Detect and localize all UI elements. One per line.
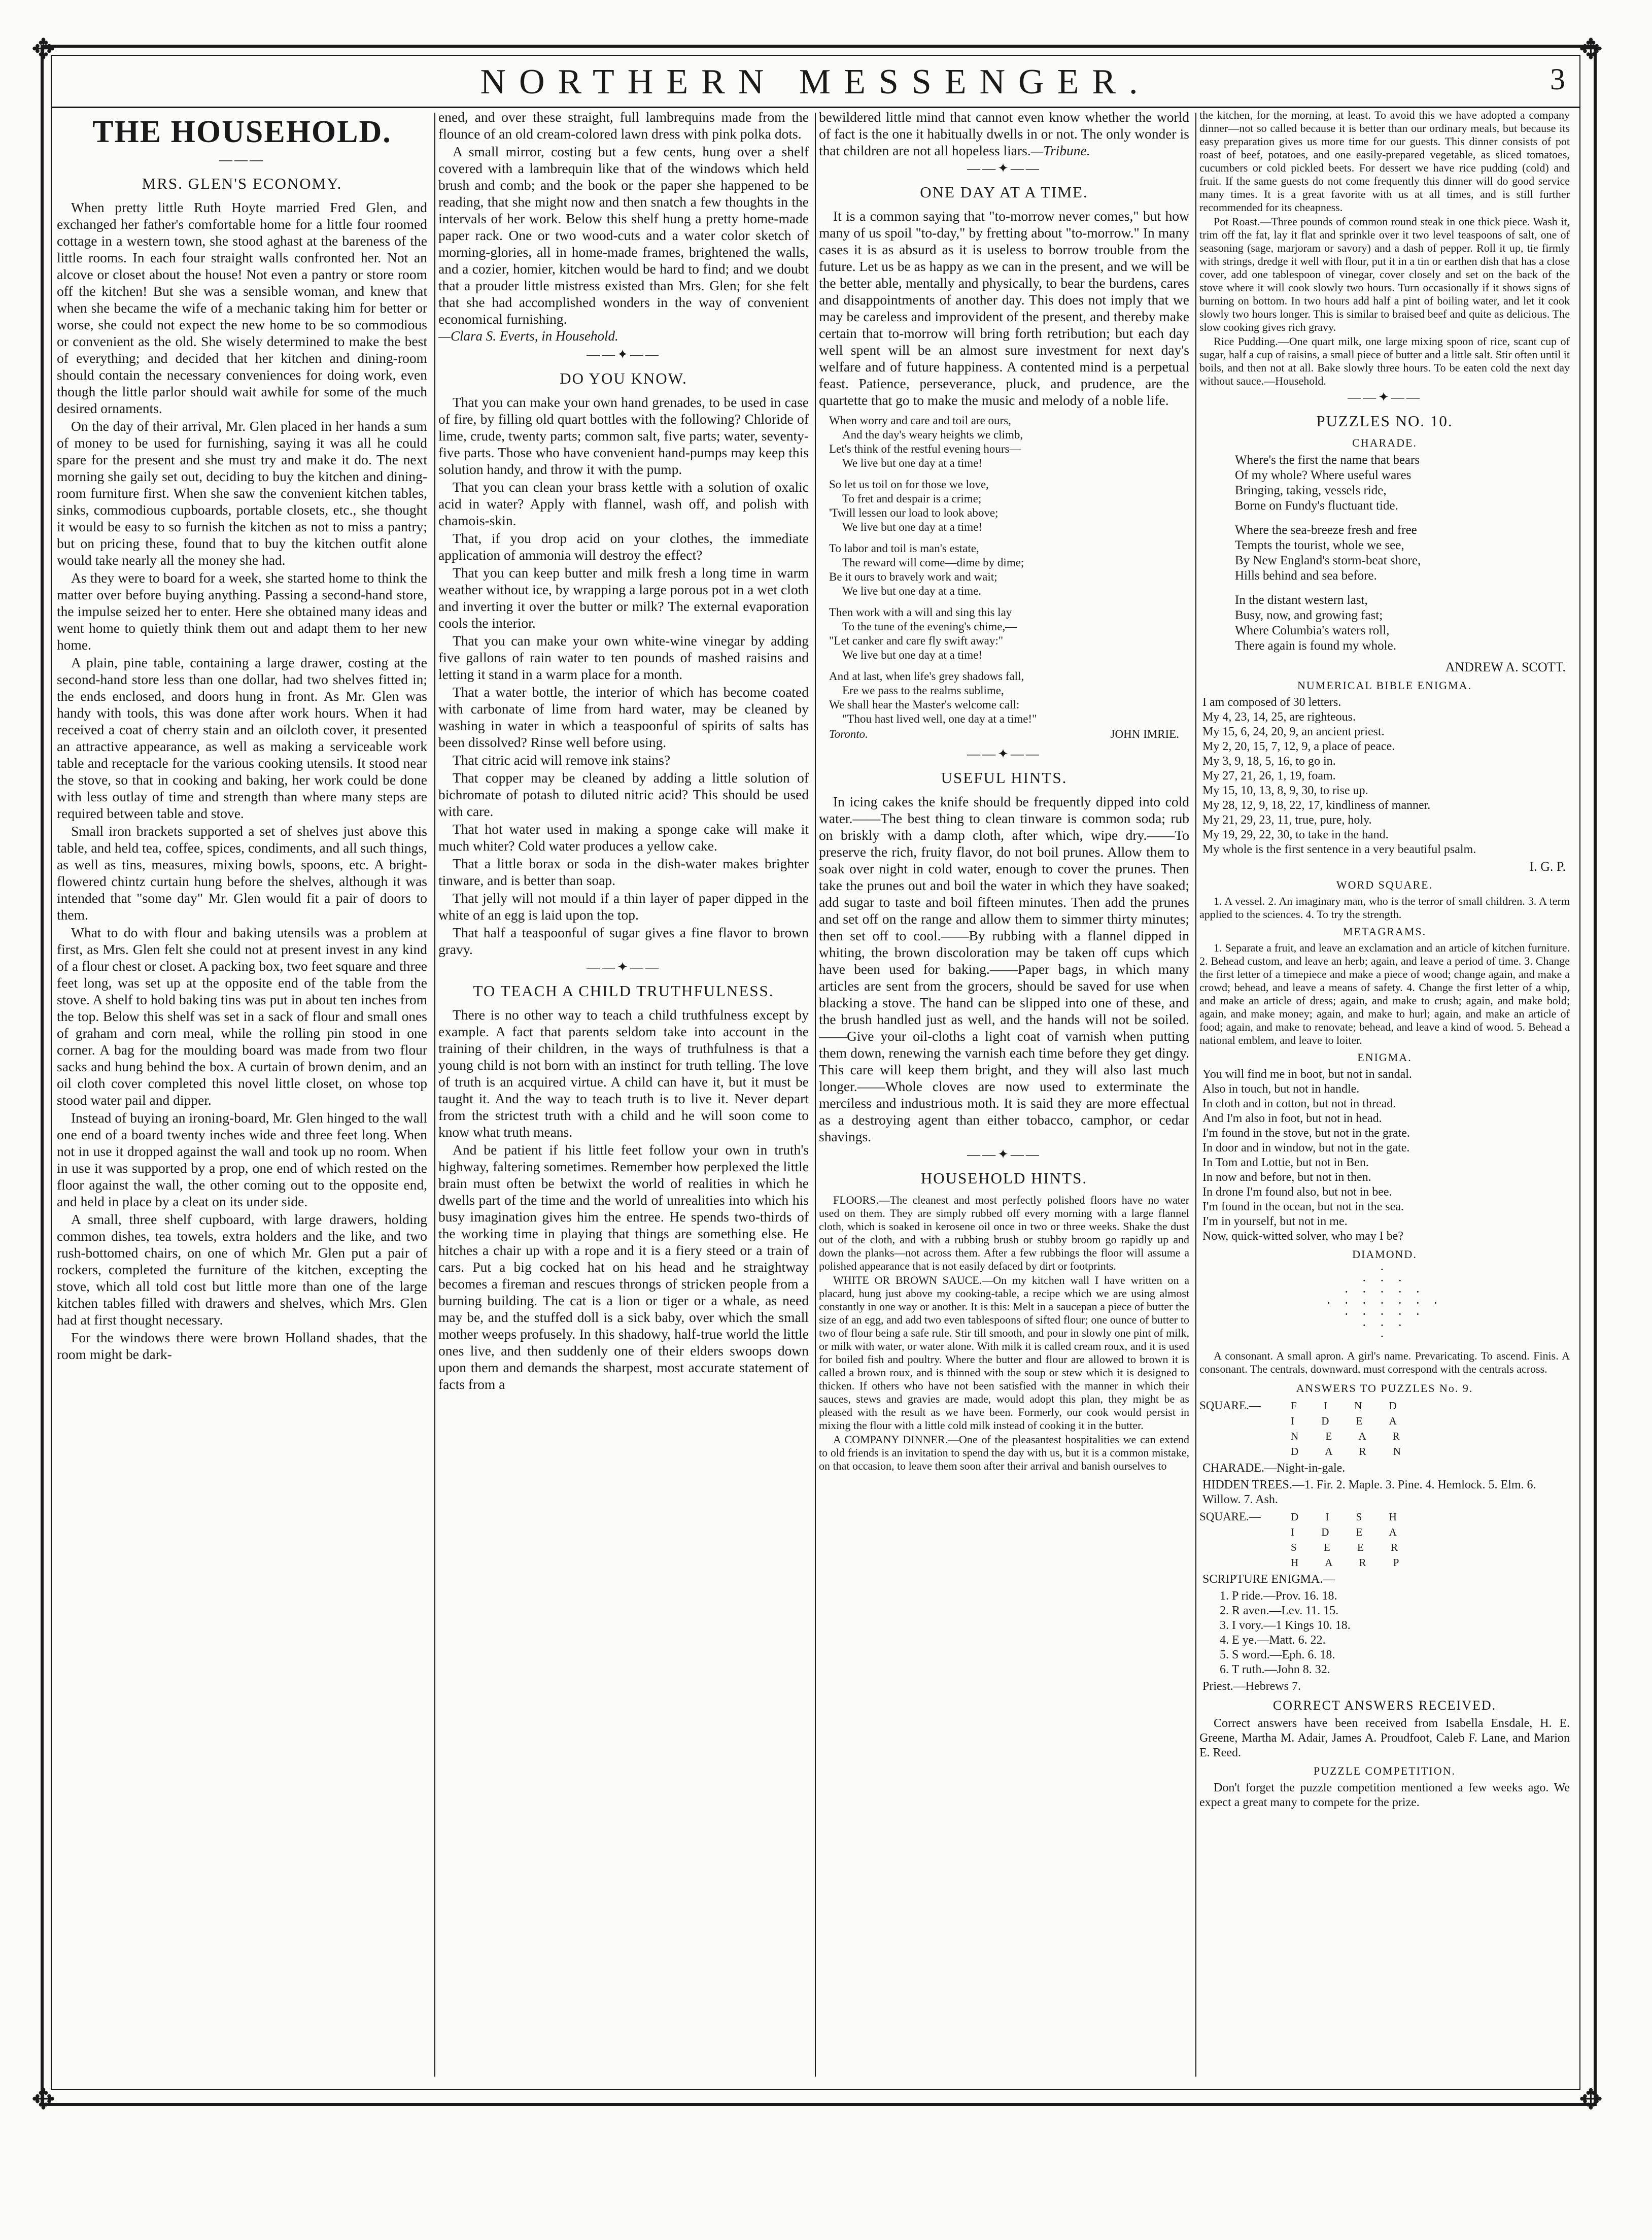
paragraph: That citric acid will remove ink stains?	[453, 752, 671, 768]
diamond-dot-figure: · · · · · · · · · · · · · · · · · · · · · · · · ·	[1326, 1262, 1443, 1344]
paragraph: Correct answers have been received from Isabella Ensdale, H. E. Greene, Martha M. Adair, James A. Proudfoot, Caleb F. Lane, and Marion E. Reed.	[1199, 1717, 1570, 1759]
column-2	[438, 109, 809, 2078]
answer-square-2	[1199, 1509, 1570, 1570]
enigma-line: In now and before, but not in then.	[1202, 1171, 1371, 1184]
enigma-line: My 3, 9, 18, 5, 16, to go in.	[1202, 755, 1336, 768]
answers-heading: ANSWERS TO PUZZLES No. 9.	[1296, 1382, 1473, 1395]
enigma-line: I'm found in the stove, but not in the grate.	[1202, 1127, 1410, 1140]
columns	[57, 109, 1574, 2083]
paragraph: That half a teaspoonful of sugar gives a fine flavor to brown gravy.	[438, 925, 809, 957]
square-letters: F I N D	[1291, 1400, 1409, 1412]
paragraph: When pretty little Ruth Hoyte married Fred Glen, and exchanged her father's comfortable home for a little four roomed cottage in a western town, she stood aghast at the bareness of the little rooms. In each four straight walls confronted her. Not an alcove or closet about the house! Not even a pantry or store room off the kitchen! But she was a sensible woman, and knew that when she became the wife of a mechanic taking him for better or worse, she could not expect the new home to be so commodious or convenient as the old. She wisely determined to make the best of everything; and decided that her kitchen and dining-room should contain the necessary conveniences for doing work, even though the little parlor should wait awhile for some of the much desired ornaments.	[57, 199, 427, 416]
verse-line: Busy, now, and growing fast;	[1235, 608, 1383, 622]
paragraph: Don't forget the puzzle competition mentioned a few weeks ago. We expect a great many to compete for the prize.	[1199, 1781, 1570, 1809]
answer-line: CHARADE.—Night-in-gale.	[1202, 1462, 1346, 1475]
small-print-block	[1199, 1716, 1570, 1760]
ornament-rule: ——✦——	[967, 1147, 1041, 1162]
scripture-answers	[1220, 1589, 1570, 1677]
poem-line: Ere we pass to the realms sublime,	[842, 684, 1004, 697]
square-row	[1199, 1429, 1570, 1444]
poem-line: We shall hear the Master's welcome call:	[829, 698, 1020, 711]
paragraph: A small mirror, costing but a few cents, hung over a shelf covered with a lambrequin like that of the windows which held brush and comb; and the book or the paper she happened to be reading, that she might now and then snatch a few thoughts in the intervals of her work. Below this shelf hung a pretty home-made paper rack. One or two wood-cuts and a water color sketch of morning-glories, all in home-made frames, brightened the walls, and a cozier, homier, kitchen would be hard to find; and we doubt that a prouder little mistress existed than Mrs. Glen; for she felt that she had accomplished wonders in the way of convenient economical furnishing.	[438, 144, 809, 327]
square-row	[1199, 1540, 1570, 1555]
verse-line: Bringing, taking, vessels ride,	[1235, 484, 1387, 497]
paragraph: There is no other way to teach a child truthfulness except by example. A fact that parents seldom take into account in the training of their children, in the ways of truthfulness is that a young child is not born with an instinct for truth telling. The love of truth is an acquired virtue. A child can have it, but it must be taught it. And the way to teach truth is to live it. Never depart from the strictest truth with a child and he will soon come to know what truth means.	[438, 1007, 809, 1140]
enigma-line: My 19, 29, 22, 30, to take in the hand.	[1202, 828, 1389, 841]
puzzle-heading: METAGRAMS.	[1343, 925, 1427, 938]
poem-line: To the tune of the evening's chime,—	[842, 620, 1017, 633]
paragraph: Small iron brackets supported a set of shelves just above this table, and held tea, coffee, spices, condiments, and all such things, as well as tins, measures, mixing bowls, spoons, etc. A bright-flowered chintz curtain hung before the shelves, although it was intended that "some day" Mr. Glen would fit a pair of doors to them.	[57, 823, 427, 923]
answer-line: 6. T ruth.—John 8. 32.	[1220, 1663, 1330, 1676]
square-label: SQUARE.—	[1199, 1399, 1261, 1412]
paragraph-text: bewildered little mind that cannot even know whether the world of fact is the one it habitually dwells in or not. The only wonder is that children are not all hopeless liars.	[819, 109, 1189, 158]
verse-line: Hills behind and sea before.	[1235, 569, 1377, 583]
enigma-line: Now, quick-witted solver, who may I be?	[1202, 1230, 1404, 1243]
poem-line: When worry and care and toil are ours,	[829, 414, 1011, 427]
poem-line: To fret and despair is a crime;	[842, 492, 982, 505]
masthead	[51, 60, 1580, 108]
poem-byline	[829, 727, 1189, 741]
puzzles-title: PUZZLES NO. 10.	[1316, 412, 1453, 430]
paragraph: That you can clean your brass kettle with a solution of oxalic acid in water? Apply with flannel, wash off, and polish with chamois-skin.	[438, 479, 809, 528]
paragraph: On the day of their arrival, Mr. Glen placed in her hands a sum of money to be used for furnishing, saying it was all he could spare for the present and she must try and make it do. The next morning she gaily set out, deciding to buy the kitchen and dining-room furniture first. When she saw the convenient kitchen tables, sinks, commodious cupboards, portable closets, etc., she thought it would be easy to so furnish the kitchen as not to miss a pantry; but on pricing these, found that to buy the kitchen outfit alone would take nearly all the money she had.	[57, 418, 427, 568]
verse-stanza	[1235, 593, 1570, 654]
paragraph: ened, and over these straight, full lambrequins made from the flounce of an old cream-colored lawn dress with pink polka dots.	[438, 109, 809, 142]
puzzle-heading: WORD SQUARE.	[1336, 878, 1433, 891]
paragraph: That a water bottle, the interior of which has become coated with carbonate of lime from hard water, may be cleaned by washing in water in which a teaspoonful of spirits of salts has been dissolved? Rinse well before using.	[438, 684, 809, 750]
answer-line: 4. E ye.—Matt. 6. 22.	[1220, 1634, 1326, 1647]
article-signature: —Clara S. Everts, in Household.	[438, 328, 618, 344]
paragraph: A plain, pine table, containing a large drawer, costing at the second-hand store less than one dollar, had two shelves fitted in; the ends enclosed, and doors hung in front. As Mr. Glen was handy with tools, this was done after work hours. When it had received a coat of cherry stain and an oilcloth cover, it presented an attractive appearance, as well as making a serviceable work table and receptacle for the various cooking utensils. It stood near the stove, so that in cooking and baking, her work could be done with less outlay of time and strength than where many steps are required between table and stove.	[57, 655, 427, 821]
poem-line: And at last, when life's grey shadows fall,	[829, 670, 1024, 683]
enigma-line: I'm in yourself, but not in me.	[1202, 1215, 1348, 1228]
answer-line: 1. P ride.—Prov. 16. 18.	[1220, 1589, 1337, 1603]
puzzle-author: ANDREW A. SCOTT.	[1445, 660, 1566, 674]
square-row	[1199, 1524, 1570, 1540]
paragraph: FLOORS.—The cleanest and most perfectly polished floors have no water used on them. They are simply rubbed off every morning with a large flannel cloth, which is soaked in kerosene oil once in two or three weeks. Shake the dust out of the cloth, and with a rubbing brush or stubby broom go rapidly up and down the planks—not across them. After a few rubbings the floor will assume a polished appearance that is not easily defaced by dirt or footprints.	[819, 1194, 1189, 1272]
enigma-line: I'm found in the ocean, but not in the sea.	[1202, 1200, 1404, 1213]
enigma-line: My whole is the first sentence in a very beautiful psalm.	[1202, 843, 1476, 856]
column-4	[1199, 109, 1570, 2078]
enigma-line: In door and in window, but not in the gate.	[1202, 1141, 1410, 1155]
ornament-rule: ——✦——	[1348, 390, 1422, 404]
article-source: —Tribune.	[1030, 143, 1090, 158]
paragraph: And be patient if his little feet follow your own in truth's highway, faltering sometimes. Remember how perplexed the little brain must often be betwixt the world of realities in which he dwells part of the time and the world of unrealities into which his busy imagination gives him the entree. He spends two-thirds of the working time in playing that things are something else. He hitches a chair up with a rope and it is a fiery steed or a train of cars. Put a big cocked hat on his head and he straightway becomes a fireman and rescues throngs of stricken people from a burning building. The cat is a lion or tiger or a whale, as need may be, and the stuffed doll is a sick baby, over which the small mother weeps profusely. In this shadowy, half-true world the little ones live, and then suddenly one of their elders swoops down upon them and demands the sharpest, most accurate statement of facts from a	[438, 1142, 809, 1392]
paragraph: 1. Separate a fruit, and leave an exclamation and an article of kitchen furniture. 2. Behead custom, and leave an herb; again, and leave a period of time. 3. Change the first letter of a timepiece and make a piece of wood; change again, and make a crowd; behead, and leave a means of safety. 4. Change the first letter of a whip, and make an article of dress; again, and make to crush; again, and make bold; again, and make money; again, and make to hurl; again, and make an article of food; again, and make to renovate; behead, and leave a kind of wood. 5. Behead a national emblem, and leave to loiter.	[1199, 941, 1570, 1046]
paragraph	[819, 109, 1189, 159]
square-row	[1199, 1444, 1570, 1459]
column-rule	[1195, 113, 1196, 2077]
enigma-line: Also in touch, but not in handle.	[1202, 1082, 1360, 1096]
verse-line: Where the sea-breeze fresh and free	[1235, 523, 1417, 537]
enigma-line: My 4, 23, 14, 25, are righteous.	[1202, 710, 1356, 724]
puzzle-heading: NUMERICAL BIBLE ENIGMA.	[1297, 679, 1472, 692]
column-1	[57, 109, 427, 2078]
ornament-rule: ——✦——	[967, 746, 1041, 761]
verse-line: Where Columbia's waters roll,	[1235, 624, 1390, 637]
article-title: ONE DAY AT A TIME.	[920, 183, 1088, 201]
small-print-block	[1199, 895, 1570, 921]
paragraph: 1. A vessel. 2. An imaginary man, who is the terror of small children. 3. A term applied to the sciences. 4. To try the strength.	[1199, 895, 1570, 921]
verse-line: In the distant western last,	[1235, 593, 1368, 607]
poem-line: "Let canker and care fly swift away:"	[829, 634, 1004, 647]
paragraph: the kitchen, for the morning, at least. To avoid this we have adopted a company dinner—not so called because it is better than our ordinary meals, but because its easy preparation gives us more time for our guests. This dinner consists of pot roast of beef, potatoes, and one easily-prepared vegetable, as sliced tomatoes, cucumbers or cold pickled beets. For dessert we have rice pudding (cold) and fruit. If the same guests do not come frequently this dinner will do good service many times. It is a great favorite with us at all times, and is still further recommended for its cheapness.	[1199, 109, 1570, 214]
small-print-block	[1199, 1349, 1570, 1376]
puzzle-heading: CHARADE.	[1352, 436, 1417, 449]
puzzle-heading: ENIGMA.	[1357, 1051, 1412, 1064]
poem-line: And the day's weary heights we climb,	[842, 428, 1023, 441]
paragraph: As they were to board for a week, she started home to think the matter over before buying anything. Passing a second-hand store, the impulse seized her to enter. Here she obtained many ideas and went home to quietly think them out and adapt them to her new home.	[57, 570, 427, 653]
answer-line: 5. S word.—Eph. 6. 18.	[1220, 1648, 1335, 1661]
article-title: DO YOU KNOW.	[560, 369, 687, 387]
poem	[829, 414, 1189, 741]
poem-line: To labor and toil is man's estate,	[829, 542, 979, 555]
paragraph: It is a common saying that "to-morrow never comes," but how many of us spoil "to-day," by fretting about "to-morrow." In many cases it is as absurd as it is useless to borrow trouble from the future. Let us be as happy as we can in the present, and we will be the better able, mentally and physically, to bear the burdens, cares and disappointments of another day. This does not imply that we may be careless and improvident of the present, and thereby make certain that to-morrow will bring forth retribution; but each day well spent will be an almost sure investment for next day's welfare and of future happiness. A contented mind is a perpetual feast. Patience, perseverance, pluck, and prudence, are the quartette that go to make the music and melody of a noble life.	[819, 208, 1189, 408]
page-number: 3	[1550, 62, 1565, 96]
paragraph: WHITE OR BROWN SAUCE.—On my kitchen wall I have written on a placard, hung just above my cooking-table, a recipe which we are using almost constantly in one way or another. It is this: Melt in a saucepan a piece of butter the size of an egg, and add two even tablespoons of sifted flour; one ounce of butter to two of flour being a safe rule. Stir till smooth, and pour in slowly one pint of milk, or milk with water, or water alone. With milk it is called cream roux, and it is used for boiled fish and poultry. Where the butter and flour are allowed to brown it is called a brown roux, and is thinned with the soup or stew which it is designed to thicken. If others who have not been satisfied with the manner in which their sauces, stews and gravies are made, would adopt this plan, they might be as pleased with the result as we have been. Formerly, our cook would persist in mixing the flour with a little cold milk instead of cooking it in the butter.	[819, 1274, 1189, 1432]
square-label: SQUARE.—	[1199, 1510, 1261, 1523]
poem-stanza	[829, 478, 1189, 534]
enigma-list	[1202, 695, 1570, 857]
ornament-rule: ——✦——	[587, 347, 661, 362]
paragraph: Rice Pudding.—One quart milk, one large mixing spoon of rice, scant cup of sugar, half a cup of raisins, a small piece of butter and a little salt. Stir often until it boils, and then not at all. Bake slowly three hours. To be eaten cold the next day without sauce.—Household.	[1199, 335, 1570, 387]
answer-line: SCRIPTURE ENIGMA.—	[1202, 1573, 1335, 1586]
small-print-block	[1199, 1781, 1570, 1810]
verse-stanza	[1235, 523, 1570, 584]
paragraph: That copper may be cleaned by adding a little solution of bichromate of potash to diluted nitric acid? This should be used with care.	[438, 770, 809, 819]
poem-line: So let us toil on for those we love,	[829, 478, 989, 491]
square-letters: H A R P	[1291, 1556, 1412, 1569]
poem-line: Then work with a will and sing this lay	[829, 606, 1012, 619]
square-letters: N E A R	[1291, 1430, 1412, 1442]
square-row	[1199, 1509, 1570, 1524]
square-letters: S E E R	[1291, 1541, 1410, 1553]
square-letters: I D E A	[1291, 1415, 1409, 1427]
answer-line: 3. I vory.—1 Kings 10. 18.	[1220, 1619, 1351, 1632]
ornament-rule: ——✦——	[587, 960, 661, 974]
poem-line: We live but one day at a time!	[842, 457, 982, 469]
competition-heading: PUZZLE COMPETITION.	[1314, 1764, 1456, 1777]
small-print-block	[1199, 109, 1570, 388]
square-row	[1199, 1398, 1570, 1413]
poem-line: 'Twill lessen our load to look above;	[829, 506, 999, 519]
paragraph: A small, three shelf cupboard, with large drawers, holding common dishes, tea towels, extra holders and the like, and two rush-bottomed chairs, on one of which Mr. Glen put a pair of rockers, completed the furniture of the kitchen, excepting the stove, which all told cost but little more than one of the large kitchen tables filled with drawers and shelves, which Mrs. Glen had at first thought necessary.	[57, 1211, 427, 1328]
column-rule	[434, 113, 435, 2077]
poem-line: Let's think of the restful evening hours—	[829, 443, 1021, 455]
charade-verse	[1235, 453, 1570, 654]
poem-line: We live but one day at a time.	[842, 585, 982, 597]
enigma-line: My 2, 20, 15, 7, 12, 9, a place of peace.	[1202, 740, 1395, 753]
article-title: TO TEACH A CHILD TRUTHFULNESS.	[473, 982, 774, 1000]
poem-line: Be it ours to bravely work and wait;	[829, 570, 997, 583]
article-title: USEFUL HINTS.	[941, 769, 1068, 787]
article-title: MRS. GLEN'S ECONOMY.	[142, 175, 342, 192]
paragraph: For the windows there were brown Holland shades, that the room might be dark-	[57, 1330, 427, 1362]
article-title: HOUSEHOLD HINTS.	[920, 1169, 1088, 1187]
enigma-line: My 21, 29, 23, 11, true, pure, holy.	[1202, 813, 1372, 827]
poem-stanza	[829, 605, 1189, 662]
puzzle-author: I. G. P.	[1529, 859, 1566, 874]
paragraph: What to do with flour and baking utensils was a problem at first, as Mrs. Glen felt she could not at present invest in any kind of a flour chest or closet. A packing box, two feet square and three feet long, was set up at the opposite end of the table from the stove. A shelf to hold baking tins was put in about ten inches from the top. Below this shelf was set in a sack of flour and small ones of graham and corn meal, while the rolling pin stood in one corner. A bag for the moulding board was made from two flour sacks and hung behind the box. A curtain of brown denim, and an oil cloth cover completed this novel little closet, on whose top stood water pail and dipper.	[57, 925, 427, 1108]
corner-ornament-bottom-right: ✥	[1579, 2084, 1603, 2116]
enigma-line: And I'm also in foot, but not in head.	[1202, 1112, 1382, 1125]
enigma-line: My 28, 12, 9, 18, 22, 17, kindliness of manner.	[1202, 799, 1431, 812]
paragraph: That you can make your own white-wine vinegar by adding five gallons of rain water to ten pounds of mashed raisins and letting it stand in a warm place for a month.	[438, 633, 809, 682]
poem-author: JOHN IMRIE.	[1110, 728, 1179, 740]
paragraph: A COMPANY DINNER.—One of the pleasantest hospitalities we can extend to old friends is an invitation to spend the day with us, but it is a common mistake, on that occasion, to leave them soon after their arrival and banish ourselves to	[819, 1433, 1189, 1472]
column-3	[819, 109, 1189, 2078]
verse-stanza	[1235, 453, 1570, 514]
paragraph: A consonant. A small apron. A girl's name. Prevaricating. To ascend. Finis. A consonant. The centrals, downward, must correspond with the centrals across.	[1199, 1349, 1570, 1375]
paragraph: That a little borax or soda in the dish-water makes brighter tinware, and is better than soap.	[438, 856, 809, 888]
puzzle-heading: DIAMOND.	[1352, 1248, 1417, 1261]
square-row	[1199, 1555, 1570, 1570]
square-row	[1199, 1413, 1570, 1429]
paragraph: Pot Roast.—Three pounds of common round steak in one thick piece. Wash it, trim off the fat, lay it flat and sprinkle over it two level teaspoons of salt, one of seasoning (sage, marjoram or savory) and a dash of pepper. Roll it up, tie firmly with strings, dredge it well with flour, put it in a tin or earthen dish that has a close cover, add one tablespoon of vinegar, cover closely and set on the back of the stove where it will cook slowly two hours. Turn occasionally if it shows signs of burning on bottom. In two hours add half a pint of boiling water, and let it cook slowly two hours longer. This is similar to braised beef and quite as delicious. The slow cooking gives rich gravy.	[1199, 215, 1570, 333]
paragraph: In icing cakes the knife should be frequently dipped into cold water.——The best thing to clean tinware is common soda; rub on briskly with a damp cloth, after which, wipe dry.——To preserve the rich, fruity flavor, do not boil prunes. Allow them to soak over night in cold water, enough to cover the prunes. Then take the prunes out and boil the water in which they have soaked; add sugar to taste and boil fifteen minutes. Then add the prunes and set off on the range and allow them to simmer thirty minutes; then set off to cool.——By rubbing with a flannel dipped in whiting, the brown discoloration may be taken off cups which have been used for baking.——Paper bags, in which many articles are sent from the grocers, should be saved for use when blacking a stove. The hand can be slipped into one of these, and the brush handled just as well, and the hands will not be soiled.——Give your oil-cloths a light coat of varnish when putting them down, renewing the varnish each time before they get dingy. This care will keep them bright, and they will also last much longer.——Whole cloves are now used to exterminate the merciless and industrious moth. It is said they are more effectual as a destroying agent than either tobacco, camphor, or cedar shavings.	[819, 794, 1189, 1144]
enigma-verse	[1202, 1067, 1570, 1244]
answer-line: 2. R aven.—Lev. 11. 15.	[1220, 1604, 1339, 1617]
verse-line: Where's the first the name that bears	[1235, 453, 1420, 467]
enigma-line: My 15, 6, 24, 20, 9, an ancient priest.	[1202, 725, 1385, 738]
poem-place: Toronto.	[829, 728, 868, 740]
enigma-line: I am composed of 30 letters.	[1202, 696, 1341, 709]
enigma-line: You will find me in boot, but not in sandal.	[1202, 1068, 1412, 1081]
corner-ornament-bottom-left: ✥	[31, 2084, 55, 2116]
ornament-rule: ——✦——	[967, 161, 1041, 176]
poem-line: We live but one day at a time!	[842, 649, 982, 661]
corner-ornament-top-right: ✥	[1579, 34, 1603, 65]
paragraph: That jelly will not mould if a thin layer of paper dipped in the white of an egg is laid upon the top.	[438, 890, 809, 923]
small-print-block	[1199, 941, 1570, 1047]
poem-stanza	[829, 541, 1189, 598]
poem-stanza	[829, 669, 1189, 726]
paragraph: That you can keep butter and milk fresh a long time in warm weather without ice, by wrapping a large porous pot in a wet cloth and inverting it over the butter or milk? The external evaporation cools the interior.	[438, 565, 809, 631]
enigma-line: In drone I'm found also, but not in bee.	[1202, 1185, 1392, 1199]
poem-line: The reward will come—dime by dime;	[842, 556, 1024, 569]
verse-line: There again is found my whole.	[1235, 639, 1396, 653]
section-title: THE HOUSEHOLD.	[92, 115, 392, 149]
answer-square-1	[1199, 1398, 1570, 1459]
square-letters: D A R N	[1291, 1445, 1413, 1457]
verse-line: By New England's storm-beat shore,	[1235, 554, 1421, 567]
paragraph: That you can make your own hand grenades, to be used in case of fire, by filling old quart bottles with the following? Chloride of lime, crude, twenty parts; common salt, five parts; water, seventy-five parts. Those who have convenient hand-pumps may keep this solution handy, and throw it with the pump.	[438, 394, 809, 477]
column-rule	[815, 113, 816, 2077]
poem-stanza	[829, 414, 1189, 470]
small-print-block	[819, 1194, 1189, 1473]
enigma-line: My 15, 10, 13, 8, 9, 30, to rise up.	[1202, 784, 1368, 797]
poem-line: "Thou hast lived well, one day at a time!"	[842, 712, 1037, 725]
correct-answers-heading: CORRECT ANSWERS RECEIVED.	[1272, 1698, 1497, 1713]
paragraph: That, if you drop acid on your clothes, the immediate application of ammonia will destroy the effect?	[438, 530, 809, 563]
poem-line: We live but one day at a time!	[842, 521, 982, 533]
paragraph: That hot water used in making a sponge cake will make it much whiter? Cold water produces a yellow cake.	[438, 821, 809, 854]
answer-line: Priest.—Hebrews 7.	[1202, 1680, 1301, 1693]
square-letters: D I S H	[1291, 1511, 1409, 1523]
verse-line: Borne on Fundy's fluctuant tide.	[1235, 499, 1398, 513]
enigma-line: In cloth and in cotton, but not in thread.	[1202, 1097, 1396, 1110]
enigma-line: In Tom and Lottie, but not in Ben.	[1202, 1156, 1369, 1169]
verse-line: Tempts the tourist, whole we see,	[1235, 538, 1404, 552]
newspaper-title: NORTHERN MESSENGER.	[480, 62, 1151, 101]
paragraph: Instead of buying an ironing-board, Mr. Glen hinged to the wall one end of a board twenty inches wide and three feet long. When not in use it dropped against the wall and took up no room. When in use it was supported by a prop, one end of which rested on the floor against the wall, the other coming out to the opposite end, and held in place by a cleat on its under side.	[57, 1110, 427, 1209]
verse-line: Of my whole? Where useful wares	[1235, 468, 1412, 482]
corner-ornament-top-left: ✥	[31, 34, 55, 65]
ornament-rule: ———	[219, 152, 265, 167]
enigma-line: My 27, 21, 26, 1, 19, foam.	[1202, 769, 1336, 783]
square-letters: I D E A	[1291, 1526, 1409, 1538]
answer-line: HIDDEN TREES.—1. Fir. 2. Maple. 3. Pine. 4. Hemlock. 5. Elm. 6. Willow. 7. Ash.	[1202, 1478, 1536, 1506]
